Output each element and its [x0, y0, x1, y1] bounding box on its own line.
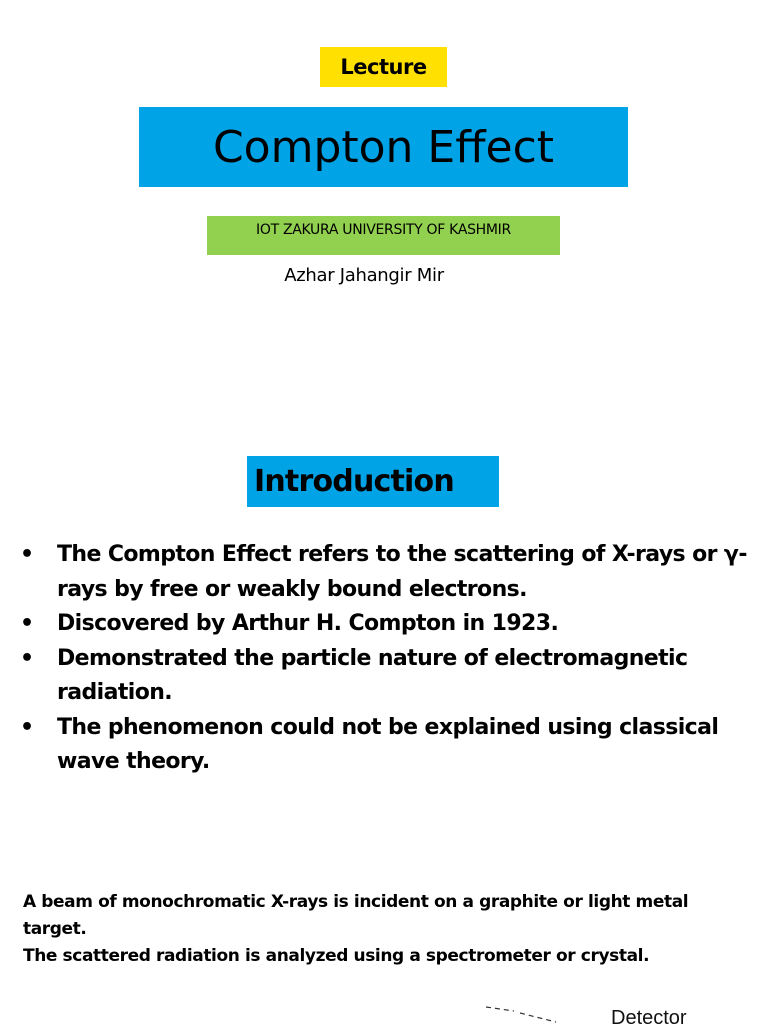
setup-line-2: The scattered radiation is analyzed using a spectrometer or crystal. — [23, 946, 650, 966]
introduction-list — [20, 538, 748, 780]
list-item — [20, 711, 748, 780]
institution-banner — [207, 216, 560, 255]
lecture-badge — [320, 47, 447, 87]
author-name: Azhar Jahangir Mir — [284, 265, 444, 286]
detector-label: Detector — [611, 1007, 687, 1024]
list-item-text: The Compton Effect refers to the scattering of X-rays or γ-rays by free or weakly bound electrons. — [57, 542, 747, 602]
introduction-heading-label: Introduction — [254, 464, 454, 499]
setup-line-1: A beam of monochromatic X-rays is incident on a graphite or light metal target. — [23, 892, 689, 939]
list-item — [20, 538, 748, 607]
page-title: Compton Effect — [212, 121, 555, 173]
bullet-icon: • — [20, 645, 34, 671]
list-item — [20, 607, 748, 642]
list-item-text: The phenomenon could not be explained using classical wave theory. — [57, 714, 719, 774]
title-banner — [139, 107, 628, 187]
introduction-heading — [247, 456, 499, 507]
lecture-label: Lecture — [340, 55, 427, 79]
list-item — [20, 642, 748, 711]
list-item-text: Discovered by Arthur H. Compton in 1923. — [57, 611, 559, 636]
list-item-text: Demonstrated the particle nature of electromagnetic radiation. — [57, 645, 688, 705]
compton-diagram — [470, 995, 768, 1024]
bullet-icon: • — [20, 714, 34, 740]
setup-description — [23, 889, 723, 970]
institution-name: IOT ZAKURA UNIVERSITY OF KASHMIR — [256, 222, 511, 238]
bullet-icon: • — [20, 542, 34, 567]
bullet-icon: • — [20, 611, 34, 636]
